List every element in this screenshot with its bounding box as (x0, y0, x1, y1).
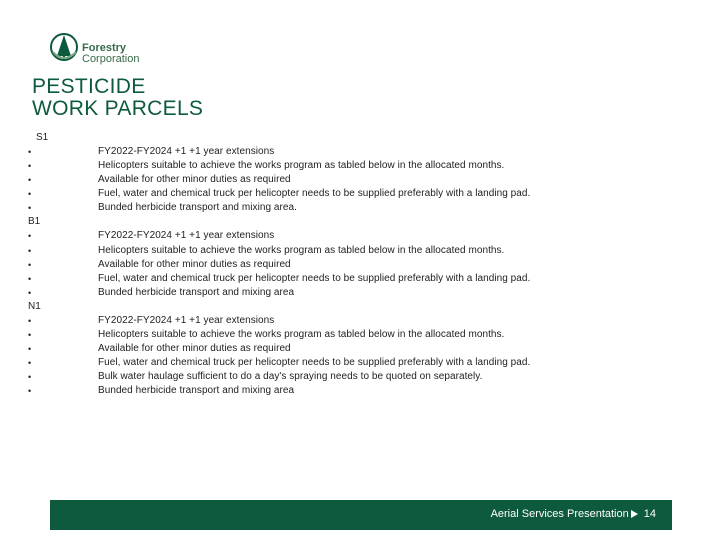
forestry-corporation-logo (50, 30, 150, 70)
bullet-icon: • (28, 231, 32, 242)
list-item: • Available for other minor duties as required (28, 258, 48, 272)
list-item: • Fuel, water and chemical truck per helicopter needs to be supplied preferably with a landing pad. (28, 356, 48, 370)
bullet-icon: • (28, 147, 32, 157)
list-item: • Bulk water haulage sufficient to do a day's spraying needs to be quoted on separately. (28, 370, 48, 384)
list-item: • Helicopters suitable to achieve the works program as tabled below in the allocated months. (28, 328, 48, 342)
page-number: 14 (643, 508, 656, 520)
list-item: • Available for other minor duties as required (28, 173, 48, 187)
bullet-icon: • (28, 372, 32, 383)
bullet-icon: • (28, 358, 32, 369)
slide-title (32, 76, 203, 120)
title-line-1: PESTICIDE (32, 75, 146, 98)
footer-label: Aerial Services Presentation (490, 508, 629, 520)
bullet-icon: • (28, 203, 32, 214)
list-item: • Bunded herbicide transport and mixing area. (28, 201, 48, 215)
list-item: • Bunded herbicide transport and mixing area (28, 384, 48, 398)
tree-logo-icon (50, 30, 80, 66)
section-heading-n1: N1 (28, 300, 41, 312)
bullet-icon: • (28, 315, 32, 326)
list-item: • Fuel, water and chemical truck per helicopter needs to be supplied preferably with a landing pad. (28, 187, 48, 201)
bullet-icon: • (28, 189, 32, 200)
list-item: • Available for other minor duties as required (28, 342, 48, 356)
section-heading-s1: S1 (36, 132, 49, 143)
logo-text-line1: Forestry (82, 42, 127, 54)
section-heading-b1: B1 (28, 216, 41, 228)
bullet-icon: • (28, 386, 32, 397)
list-item: • Fuel, water and chemical truck per helicopter needs to be supplied preferably with a landing pad. (28, 272, 48, 286)
title-line-2: WORK PARCELS (32, 97, 204, 120)
list-item: • Helicopters suitable to achieve the works program as tabled below in the allocated months. (28, 244, 48, 258)
bullet-icon: • (28, 259, 32, 270)
bullet-icon: • (28, 273, 32, 284)
work-parcels-list (28, 131, 531, 399)
play-arrow-icon (631, 510, 638, 518)
bullet-icon: • (28, 175, 32, 186)
bullet-icon: • (28, 287, 32, 298)
list-item: • Helicopters suitable to achieve the works program as tabled below in the allocated months. (28, 159, 48, 173)
list-item: • FY2022-FY2024 +1 +1 year extensions (28, 145, 48, 159)
list-item: • FY2022-FY2024 +1 +1 year extensions (28, 229, 48, 243)
bullet-icon: • (28, 330, 32, 341)
list-item: • FY2022-FY2024 +1 +1 year extensions (28, 314, 48, 328)
bullet-icon: • (28, 344, 32, 355)
bullet-icon: • (28, 161, 32, 172)
logo-text-line2: Corporation (82, 53, 140, 65)
bullet-icon: • (28, 245, 32, 256)
footer-bar (50, 500, 672, 530)
list-item: • Bunded herbicide transport and mixing area (28, 286, 48, 300)
